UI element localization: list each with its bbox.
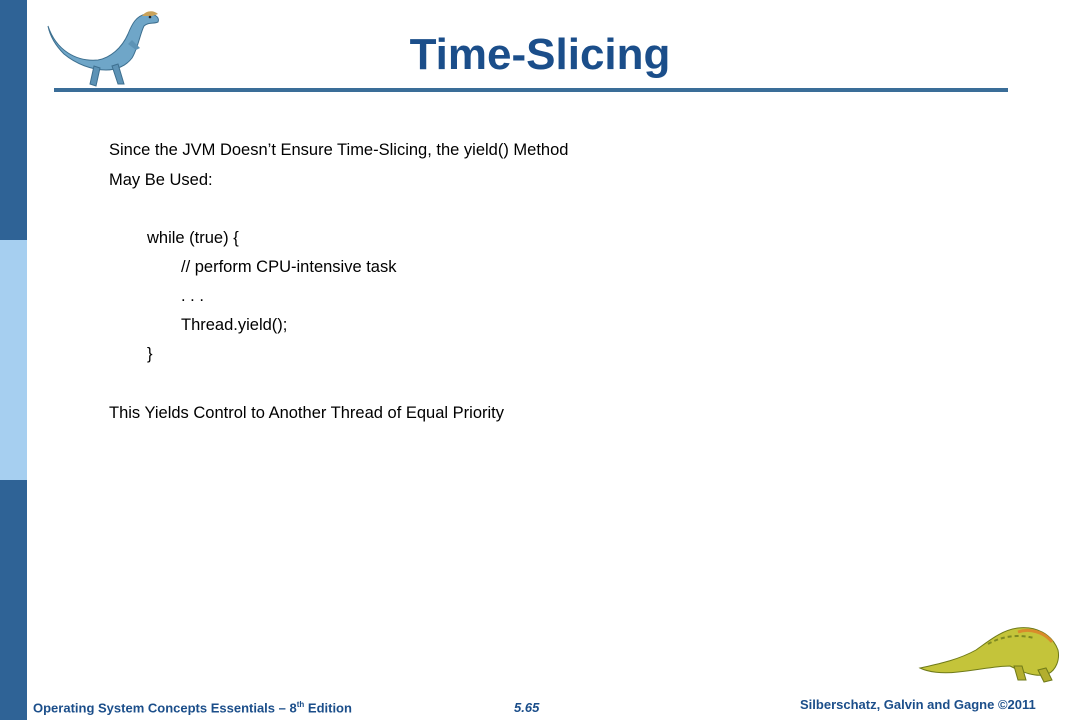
sidebar-segment-middle (0, 240, 27, 480)
footer-copyright: Silberschatz, Galvin and Gagne ©2011 (800, 697, 1036, 712)
code-line-ellipsis: . . . (181, 287, 204, 305)
footer-book-title-text: Operating System Concepts Essentials – 8 (33, 700, 297, 716)
body-line-conclusion: This Yields Control to Another Thread of Equal Priority (109, 404, 504, 422)
sidebar-segment-bottom (0, 480, 27, 720)
code-line-comment: // perform CPU-intensive task (181, 258, 397, 276)
footer-book-title (33, 700, 352, 715)
footer-edition-superscript: th (296, 700, 305, 709)
body-line-1: Since the JVM Doesn’t Ensure Time-Slicing, the yield() Method (109, 141, 569, 159)
code-line-yield: Thread.yield(); (181, 316, 288, 334)
dinosaur-top-icon (36, 4, 166, 90)
left-sidebar (0, 0, 27, 720)
sidebar-segment-top (0, 0, 27, 240)
code-line-while: while (true) { (147, 229, 239, 247)
page-number: 5.65 (514, 700, 540, 715)
footer-edition-text: Edition (304, 700, 352, 716)
code-line-close-brace: } (147, 345, 153, 363)
title-underline (54, 88, 1008, 92)
dinosaur-bottom-icon (918, 620, 1062, 684)
body-line-2: May Be Used: (109, 171, 213, 189)
slide-title: Time-Slicing (409, 30, 671, 79)
